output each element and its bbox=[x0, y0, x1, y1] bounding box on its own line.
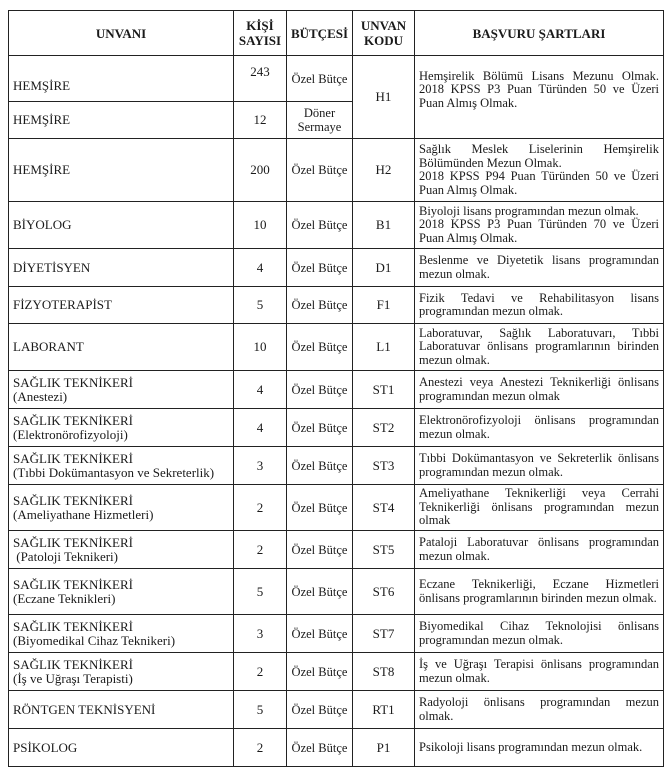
requirements-cell: Eczane Teknikerliği, Eczane Hizmetleri önlisans programlarının birinden mezun olmak. bbox=[415, 569, 664, 615]
code-cell: B1 bbox=[353, 202, 415, 249]
title-subtext: (Ameliyathane Hizmetleri) bbox=[13, 506, 154, 522]
requirements-cell: İş ve Uğraşı Terapisi önlisans programından mezun olmak. bbox=[415, 653, 664, 691]
title-text: SAĞLIK TEKNİKERİ bbox=[13, 576, 133, 592]
table-row bbox=[9, 691, 664, 729]
title-text: HEMŞİRE bbox=[13, 112, 71, 127]
code-cell: D1 bbox=[353, 249, 415, 287]
title-text: RÖNTGEN TEKNİSYENİ bbox=[13, 701, 156, 717]
budget-cell: Özel Bütçe bbox=[287, 287, 353, 324]
title-text: SAĞLIK TEKNİKERİ bbox=[13, 534, 133, 550]
title-text: LABORANT bbox=[13, 339, 84, 354]
title-cell bbox=[9, 615, 234, 653]
count-cell: 200 bbox=[234, 139, 287, 202]
code-cell: ST4 bbox=[353, 485, 415, 531]
positions-table bbox=[8, 10, 664, 767]
title-text: SAĞLIK TEKNİKERİ bbox=[13, 656, 133, 672]
count-cell: 3 bbox=[234, 447, 287, 485]
budget-cell: Özel Bütçe bbox=[287, 56, 353, 102]
count-cell: 4 bbox=[234, 409, 287, 447]
title-cell bbox=[9, 447, 234, 485]
title-cell bbox=[9, 371, 234, 409]
title-cell bbox=[9, 531, 234, 569]
requirements-cell: Pataloji Laboratuvar önlisans programından mezun olmak. bbox=[415, 531, 664, 569]
budget-cell: Özel Bütçe bbox=[287, 691, 353, 729]
table-row bbox=[9, 409, 664, 447]
code-cell: ST5 bbox=[353, 531, 415, 569]
requirements-cell: Elektronörofizyoloji önlisans programından mezun olmak. bbox=[415, 409, 664, 447]
requirements-cell bbox=[415, 139, 664, 202]
requirements-cell: Biyomedikal Cihaz Teknolojisi önlisans programından mezun olmak. bbox=[415, 615, 664, 653]
requirements-cell bbox=[415, 202, 664, 249]
title-cell bbox=[9, 324, 234, 371]
title-text: PSİKOLOG bbox=[13, 739, 78, 755]
budget-cell: Özel Bütçe bbox=[287, 409, 353, 447]
requirements-cell: Beslenme ve Diyetetik lisans programından mezun olmak. bbox=[415, 249, 664, 287]
table-row bbox=[9, 615, 664, 653]
budget-cell: Döner Sermaye bbox=[287, 102, 353, 139]
code-cell: RT1 bbox=[353, 691, 415, 729]
code-cell: P1 bbox=[353, 729, 415, 767]
budget-cell: Özel Bütçe bbox=[287, 139, 353, 202]
header-row bbox=[9, 11, 664, 56]
budget-cell: Özel Bütçe bbox=[287, 447, 353, 485]
title-cell bbox=[9, 287, 234, 324]
title-cell bbox=[9, 56, 234, 102]
header-title: UNVANI bbox=[9, 11, 234, 56]
requirements-cell: Ameliyathane Teknikerliği veya Cerrahi Teknikerliği önlisans programından mezun olmak bbox=[415, 485, 664, 531]
title-text: SAĞLIK TEKNİKERİ bbox=[13, 618, 133, 634]
count-cell: 5 bbox=[234, 691, 287, 729]
title-cell bbox=[9, 139, 234, 202]
count-cell: 10 bbox=[234, 324, 287, 371]
requirements-cell: Radyoloji önlisans programından mezun olmak. bbox=[415, 691, 664, 729]
title-subtext: (Tıbbi Dokümantasyon ve Sekreterlik) bbox=[13, 464, 215, 480]
count-cell: 243 bbox=[234, 56, 287, 102]
count-cell: 4 bbox=[234, 249, 287, 287]
count-cell: 2 bbox=[234, 729, 287, 767]
table-row bbox=[9, 371, 664, 409]
title-cell bbox=[9, 249, 234, 287]
title-text: SAĞLIK TEKNİKERİ bbox=[13, 450, 133, 466]
title-cell bbox=[9, 569, 234, 615]
table-row bbox=[9, 485, 664, 531]
table-row bbox=[9, 729, 664, 767]
requirements-cell: Laboratuvar, Sağlık Laboratuvarı, Tıbbi Laboratuvar önlisans programlarının birinden mezun olmak. bbox=[415, 324, 664, 371]
table-row bbox=[9, 653, 664, 691]
count-cell: 5 bbox=[234, 569, 287, 615]
count-cell: 2 bbox=[234, 485, 287, 531]
requirements-cell: Fizik Tedavi ve Rehabilitasyon lisans programından mezun olmak. bbox=[415, 287, 664, 324]
title-subtext: (Biyomedikal Cihaz Teknikeri) bbox=[13, 632, 176, 648]
table-row bbox=[9, 447, 664, 485]
budget-cell: Özel Bütçe bbox=[287, 615, 353, 653]
title-text: FİZYOTERAPİST bbox=[13, 297, 112, 312]
table-row bbox=[9, 324, 664, 371]
code-cell: ST7 bbox=[353, 615, 415, 653]
title-cell bbox=[9, 202, 234, 249]
requirements-text: Sağlık Meslek Liselerinin Hemşirelik Bölümünden Mezun Olmak. bbox=[419, 142, 659, 170]
code-cell: ST6 bbox=[353, 569, 415, 615]
title-text: HEMŞİRE bbox=[13, 162, 71, 177]
title-cell bbox=[9, 653, 234, 691]
table-row bbox=[9, 56, 664, 102]
header-count: KİŞİ SAYISI bbox=[234, 11, 287, 56]
title-cell bbox=[9, 102, 234, 139]
requirements-cell: Psikoloji lisans programından mezun olmak. bbox=[415, 729, 664, 767]
requirements-text: 2018 KPSS P3 Puan Türünden 70 ve Üzeri Puan Almış Olmak. bbox=[419, 217, 659, 245]
budget-cell: Özel Bütçe bbox=[287, 324, 353, 371]
header-requirements: BAŞVURU ŞARTLARI bbox=[415, 11, 664, 56]
requirements-cell bbox=[415, 56, 664, 139]
table-row bbox=[9, 249, 664, 287]
table-row bbox=[9, 139, 664, 202]
title-subtext: (İş ve Uğraşı Terapisti) bbox=[13, 670, 133, 686]
table-row bbox=[9, 287, 664, 324]
count-cell: 4 bbox=[234, 371, 287, 409]
table-row bbox=[9, 531, 664, 569]
code-cell: F1 bbox=[353, 287, 415, 324]
title-text: BİYOLOG bbox=[13, 217, 72, 232]
requirements-text: Biyoloji lisans programından mezun olmak. bbox=[419, 203, 639, 218]
code-cell: H1 bbox=[353, 56, 415, 139]
table-row bbox=[9, 202, 664, 249]
budget-cell: Özel Bütçe bbox=[287, 653, 353, 691]
title-text: SAĞLIK TEKNİKERİ bbox=[13, 374, 133, 390]
title-cell bbox=[9, 409, 234, 447]
title-cell bbox=[9, 691, 234, 729]
title-subtext: (Anestezi) bbox=[13, 388, 68, 404]
code-cell: H2 bbox=[353, 139, 415, 202]
budget-cell: Özel Bütçe bbox=[287, 249, 353, 287]
title-text: SAĞLIK TEKNİKERİ bbox=[13, 412, 133, 428]
count-cell: 5 bbox=[234, 287, 287, 324]
table-row bbox=[9, 569, 664, 615]
budget-cell: Özel Bütçe bbox=[287, 531, 353, 569]
title-subtext: (Patoloji Teknikeri) bbox=[13, 548, 118, 564]
count-cell: 3 bbox=[234, 615, 287, 653]
budget-cell: Özel Bütçe bbox=[287, 485, 353, 531]
title-cell bbox=[9, 729, 234, 767]
requirements-cell: Tıbbi Dokümantasyon ve Sekreterlik önlisans programından mezun olmak. bbox=[415, 447, 664, 485]
requirements-text: 2018 KPSS P94 Puan Türünden 50 ve Üzeri Puan Almış Olmak. bbox=[419, 169, 659, 197]
code-cell: ST3 bbox=[353, 447, 415, 485]
requirements-text: Hemşirelik Bölümü Lisans Mezunu Olmak. 2018 KPSS P3 Puan Türünden 50 ve Üzeri Puan Almış Olmak. bbox=[419, 68, 659, 110]
header-budget: BÜTÇESİ bbox=[287, 11, 353, 56]
code-cell: L1 bbox=[353, 324, 415, 371]
count-cell: 2 bbox=[234, 531, 287, 569]
code-cell: ST1 bbox=[353, 371, 415, 409]
count-cell: 12 bbox=[234, 102, 287, 139]
header-code: UNVAN KODU bbox=[353, 11, 415, 56]
title-subtext: (Eczane Teknikleri) bbox=[13, 590, 116, 606]
title-subtext: (Elektronörofizyoloji) bbox=[13, 426, 128, 442]
title-cell bbox=[9, 485, 234, 531]
budget-cell: Özel Bütçe bbox=[287, 371, 353, 409]
code-cell: ST8 bbox=[353, 653, 415, 691]
title-text: HEMŞİRE bbox=[13, 77, 71, 93]
requirements-cell: Anestezi veya Anestezi Teknikerliği önlisans programından mezun olmak bbox=[415, 371, 664, 409]
title-text: SAĞLIK TEKNİKERİ bbox=[13, 492, 133, 508]
budget-cell: Özel Bütçe bbox=[287, 202, 353, 249]
budget-cell: Özel Bütçe bbox=[287, 569, 353, 615]
count-cell: 2 bbox=[234, 653, 287, 691]
code-cell: ST2 bbox=[353, 409, 415, 447]
budget-cell: Özel Bütçe bbox=[287, 729, 353, 767]
count-cell: 10 bbox=[234, 202, 287, 249]
title-text: DİYETİSYEN bbox=[13, 259, 91, 275]
